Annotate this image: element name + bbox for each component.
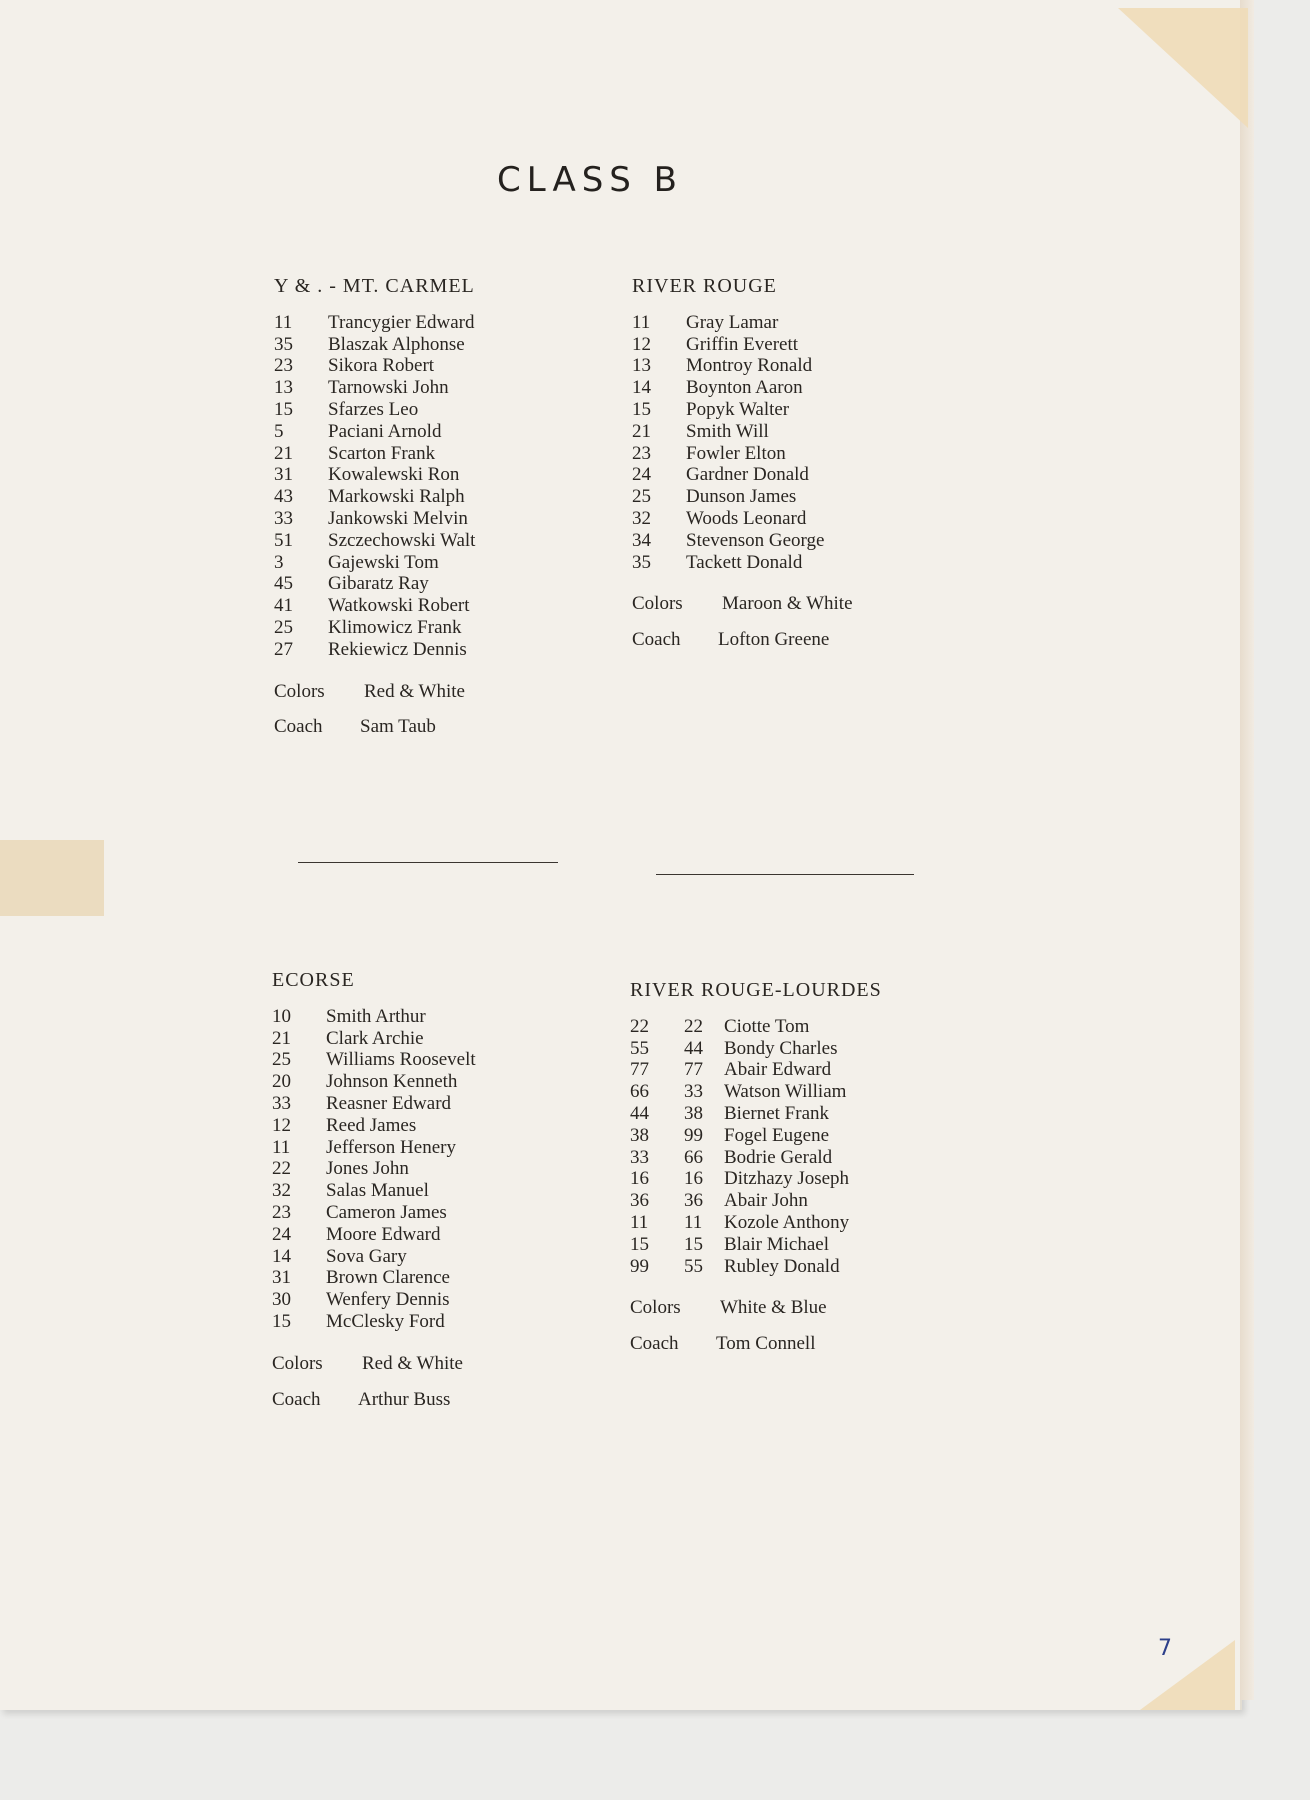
player-name: Jankowski Melvin xyxy=(328,507,468,529)
player-number: 5 xyxy=(274,420,284,442)
player-row xyxy=(632,312,853,334)
team-colors: Maroon & White xyxy=(722,593,853,615)
player-name: Blaszak Alphonse xyxy=(328,333,465,355)
player-row xyxy=(632,443,853,465)
player-number-alt: 99 xyxy=(684,1124,703,1146)
player-number: 38 xyxy=(630,1124,649,1146)
player-name: Ditzhazy Joseph xyxy=(724,1168,850,1190)
player-number: 15 xyxy=(274,398,293,420)
colors-label: Colors xyxy=(272,1352,323,1374)
player-row xyxy=(630,1168,882,1190)
player-row xyxy=(272,1093,476,1115)
section-divider-right xyxy=(656,874,914,875)
player-row xyxy=(630,1125,882,1147)
player-number: 55 xyxy=(630,1037,649,1059)
player-row xyxy=(272,1202,476,1224)
player-row xyxy=(272,1311,476,1333)
player-number: 12 xyxy=(632,333,651,355)
team-colors-row xyxy=(274,681,475,703)
team-colors-row xyxy=(272,1353,476,1375)
player-number-alt: 44 xyxy=(684,1037,703,1059)
player-number-alt: 38 xyxy=(684,1102,703,1124)
player-number: 13 xyxy=(274,377,293,399)
player-number-alt: 33 xyxy=(684,1081,703,1103)
player-number: 25 xyxy=(274,616,293,638)
player-name: Stevenson George xyxy=(686,529,825,551)
team-name: RIVER ROUGE xyxy=(632,275,777,297)
player-row xyxy=(630,1147,882,1169)
player-name: Markowski Ralph xyxy=(328,486,465,508)
player-row xyxy=(632,355,853,377)
player-name: Rubley Donald xyxy=(724,1255,840,1277)
player-row xyxy=(274,443,475,465)
player-number: 24 xyxy=(632,464,651,486)
player-name: Paciani Arnold xyxy=(328,420,442,442)
player-row xyxy=(272,1028,476,1050)
player-number: 33 xyxy=(630,1146,649,1168)
player-number: 32 xyxy=(632,507,651,529)
player-row xyxy=(630,1038,882,1060)
player-number: 14 xyxy=(272,1245,291,1267)
player-row xyxy=(272,1137,476,1159)
player-name: Bondy Charles xyxy=(724,1037,838,1059)
player-row xyxy=(632,464,853,486)
player-name: Montroy Ronald xyxy=(686,355,813,377)
player-number: 44 xyxy=(630,1102,649,1124)
player-row xyxy=(274,464,475,486)
team-block-ecorse xyxy=(272,970,476,1410)
player-name: Jones John xyxy=(326,1158,409,1180)
player-row xyxy=(630,1059,882,1081)
player-number-alt: 66 xyxy=(684,1146,703,1168)
player-name: Reasner Edward xyxy=(326,1092,452,1114)
coach-label: Coach xyxy=(632,629,681,651)
player-number: 33 xyxy=(272,1092,291,1114)
player-name: Abair Edward xyxy=(724,1059,832,1081)
player-row xyxy=(274,530,475,552)
player-name: Boynton Aaron xyxy=(686,377,803,399)
colors-label: Colors xyxy=(632,593,683,615)
team-name: Y & . - MT. CARMEL xyxy=(274,275,475,297)
player-name: Clark Archie xyxy=(326,1027,424,1049)
player-row xyxy=(274,355,475,377)
player-number: 15 xyxy=(272,1310,291,1332)
player-name: Popyk Walter xyxy=(686,398,790,420)
player-name: Gardner Donald xyxy=(686,464,809,486)
player-row xyxy=(632,552,853,574)
player-number: 10 xyxy=(272,1005,291,1027)
player-row xyxy=(630,1190,882,1212)
player-name: Scarton Frank xyxy=(328,442,436,464)
team-coach: Tom Connell xyxy=(716,1333,816,1355)
player-name: Reed James xyxy=(326,1114,417,1136)
player-number: 31 xyxy=(272,1267,291,1289)
coach-label: Coach xyxy=(272,1388,321,1410)
player-number: 30 xyxy=(272,1289,291,1311)
player-number: 51 xyxy=(274,529,293,551)
player-number: 23 xyxy=(274,355,293,377)
player-number: 33 xyxy=(274,507,293,529)
player-number: 77 xyxy=(630,1059,649,1081)
player-name: Cameron James xyxy=(326,1201,447,1223)
player-number: 20 xyxy=(272,1071,291,1093)
player-number: 11 xyxy=(272,1136,291,1158)
player-row xyxy=(274,334,475,356)
player-name: Fowler Elton xyxy=(686,442,786,464)
tape-left-edge xyxy=(0,840,104,916)
player-name: Kozole Anthony xyxy=(724,1211,850,1233)
team-colors-row xyxy=(630,1297,882,1319)
player-name: Blair Michael xyxy=(724,1233,829,1255)
player-row xyxy=(274,595,475,617)
player-row xyxy=(632,421,853,443)
player-number: 66 xyxy=(630,1081,649,1103)
player-number: 23 xyxy=(272,1201,291,1223)
player-number-alt: 77 xyxy=(684,1059,703,1081)
player-number: 13 xyxy=(632,355,651,377)
player-row xyxy=(632,334,853,356)
player-name: Trancygier Edward xyxy=(328,311,475,333)
player-name: Gajewski Tom xyxy=(328,551,439,573)
player-number: 15 xyxy=(632,398,651,420)
player-number-alt: 15 xyxy=(684,1233,703,1255)
player-name: Szczechowski Walt xyxy=(328,529,476,551)
player-number: 23 xyxy=(632,442,651,464)
team-coach: Sam Taub xyxy=(360,716,436,738)
player-row xyxy=(272,1071,476,1093)
page-title: CLASS B xyxy=(496,160,684,200)
colors-label: Colors xyxy=(630,1297,681,1319)
player-row xyxy=(630,1081,882,1103)
player-row xyxy=(272,1224,476,1246)
player-number: 22 xyxy=(630,1015,649,1037)
player-row xyxy=(272,1180,476,1202)
player-number: 32 xyxy=(272,1180,291,1202)
player-name: Gray Lamar xyxy=(686,311,779,333)
player-name: Johnson Kenneth xyxy=(326,1071,458,1093)
player-name: Dunson James xyxy=(686,486,797,508)
colors-label: Colors xyxy=(274,680,325,702)
roster-list xyxy=(632,312,853,574)
player-name: Brown Clarence xyxy=(326,1267,450,1289)
player-row xyxy=(274,617,475,639)
section-divider-left xyxy=(298,862,558,863)
team-coach-row xyxy=(274,716,475,738)
player-row xyxy=(632,530,853,552)
page-number-mark: 7 xyxy=(1158,1636,1172,1661)
player-row xyxy=(632,508,853,530)
player-row xyxy=(632,486,853,508)
team-coach-row xyxy=(630,1333,882,1355)
player-number: 11 xyxy=(274,311,293,333)
coach-label: Coach xyxy=(630,1333,679,1355)
player-name: Sikora Robert xyxy=(328,355,435,377)
player-name: Wenfery Dennis xyxy=(326,1289,450,1311)
player-number-alt: 55 xyxy=(684,1255,703,1277)
player-row xyxy=(630,1256,882,1278)
player-number: 15 xyxy=(630,1233,649,1255)
player-name: Sova Gary xyxy=(326,1245,407,1267)
player-name: Woods Leonard xyxy=(686,507,807,529)
player-row xyxy=(630,1234,882,1256)
player-row xyxy=(272,1006,476,1028)
player-number-alt: 16 xyxy=(684,1168,703,1190)
player-number: 11 xyxy=(632,311,651,333)
player-number: 43 xyxy=(274,486,293,508)
player-row xyxy=(274,312,475,334)
team-coach-row xyxy=(632,629,853,651)
player-row xyxy=(632,377,853,399)
player-row xyxy=(274,508,475,530)
player-name: Bodrie Gerald xyxy=(724,1146,833,1168)
player-number: 21 xyxy=(274,442,293,464)
team-colors-row xyxy=(632,593,853,615)
team-colors: Red & White xyxy=(364,680,465,702)
player-number: 21 xyxy=(632,420,651,442)
page-edge xyxy=(1240,0,1254,1700)
player-number-alt: 22 xyxy=(684,1015,703,1037)
player-name: McClesky Ford xyxy=(326,1310,445,1332)
player-name: Jefferson Henery xyxy=(326,1136,456,1158)
player-name: Abair John xyxy=(724,1190,808,1212)
player-number: 24 xyxy=(272,1223,291,1245)
player-name: Smith Arthur xyxy=(326,1005,426,1027)
player-number: 11 xyxy=(630,1211,649,1233)
player-number: 14 xyxy=(632,377,651,399)
player-name: Moore Edward xyxy=(326,1223,441,1245)
coach-label: Coach xyxy=(274,716,323,738)
player-row xyxy=(274,486,475,508)
player-number: 25 xyxy=(632,486,651,508)
team-block-mt-carmel xyxy=(274,276,475,738)
player-number-alt: 11 xyxy=(684,1211,703,1233)
player-number: 35 xyxy=(274,333,293,355)
player-name: Ciotte Tom xyxy=(724,1015,810,1037)
player-row xyxy=(274,552,475,574)
team-coach: Arthur Buss xyxy=(358,1388,451,1410)
player-name: Kowalewski Ron xyxy=(328,464,460,486)
player-row xyxy=(274,573,475,595)
player-number: 31 xyxy=(274,464,293,486)
team-coach-row xyxy=(272,1389,476,1411)
team-name: RIVER ROUGE-LOURDES xyxy=(630,979,882,1001)
player-row xyxy=(272,1158,476,1180)
player-name: Tarnowski John xyxy=(328,377,449,399)
player-row xyxy=(632,399,853,421)
roster-list xyxy=(274,312,475,661)
player-number: 22 xyxy=(272,1158,291,1180)
player-row xyxy=(274,399,475,421)
player-row xyxy=(630,1016,882,1038)
player-name: Klimowicz Frank xyxy=(328,616,462,638)
player-number: 25 xyxy=(272,1049,291,1071)
player-name: Williams Roosevelt xyxy=(326,1049,476,1071)
player-number: 45 xyxy=(274,573,293,595)
team-block-river-rouge-lourdes xyxy=(630,980,882,1355)
player-name: Salas Manuel xyxy=(326,1180,429,1202)
player-row xyxy=(274,377,475,399)
player-name: Gibaratz Ray xyxy=(328,573,429,595)
player-number: 35 xyxy=(632,551,651,573)
player-name: Biernet Frank xyxy=(724,1102,830,1124)
player-row xyxy=(272,1115,476,1137)
player-number-alt: 36 xyxy=(684,1190,703,1212)
player-name: Smith Will xyxy=(686,420,769,442)
player-number: 99 xyxy=(630,1255,649,1277)
player-name: Sfarzes Leo xyxy=(328,398,419,420)
team-name: ECORSE xyxy=(272,969,355,991)
player-row xyxy=(272,1246,476,1268)
player-row xyxy=(272,1267,476,1289)
player-number: 12 xyxy=(272,1114,291,1136)
player-number: 34 xyxy=(632,529,651,551)
player-row xyxy=(630,1103,882,1125)
player-number: 21 xyxy=(272,1027,291,1049)
player-name: Rekiewicz Dennis xyxy=(328,638,467,660)
player-name: Tackett Donald xyxy=(686,551,803,573)
player-row xyxy=(274,421,475,443)
team-coach: Lofton Greene xyxy=(718,629,830,651)
player-name: Watson William xyxy=(724,1081,847,1103)
player-row xyxy=(272,1289,476,1311)
player-name: Watkowski Robert xyxy=(328,595,470,617)
player-number: 36 xyxy=(630,1190,649,1212)
player-row xyxy=(274,639,475,661)
player-number: 41 xyxy=(274,595,293,617)
player-row xyxy=(630,1212,882,1234)
player-number: 27 xyxy=(274,638,293,660)
player-name: Griffin Everett xyxy=(686,333,799,355)
team-colors: White & Blue xyxy=(720,1297,827,1319)
team-colors: Red & White xyxy=(362,1352,463,1374)
player-row xyxy=(272,1049,476,1071)
roster-list xyxy=(272,1006,476,1333)
player-name: Fogel Eugene xyxy=(724,1124,830,1146)
roster-list xyxy=(630,1016,882,1278)
team-block-river-rouge xyxy=(632,276,853,651)
player-number: 16 xyxy=(630,1168,649,1190)
player-number: 3 xyxy=(274,551,284,573)
